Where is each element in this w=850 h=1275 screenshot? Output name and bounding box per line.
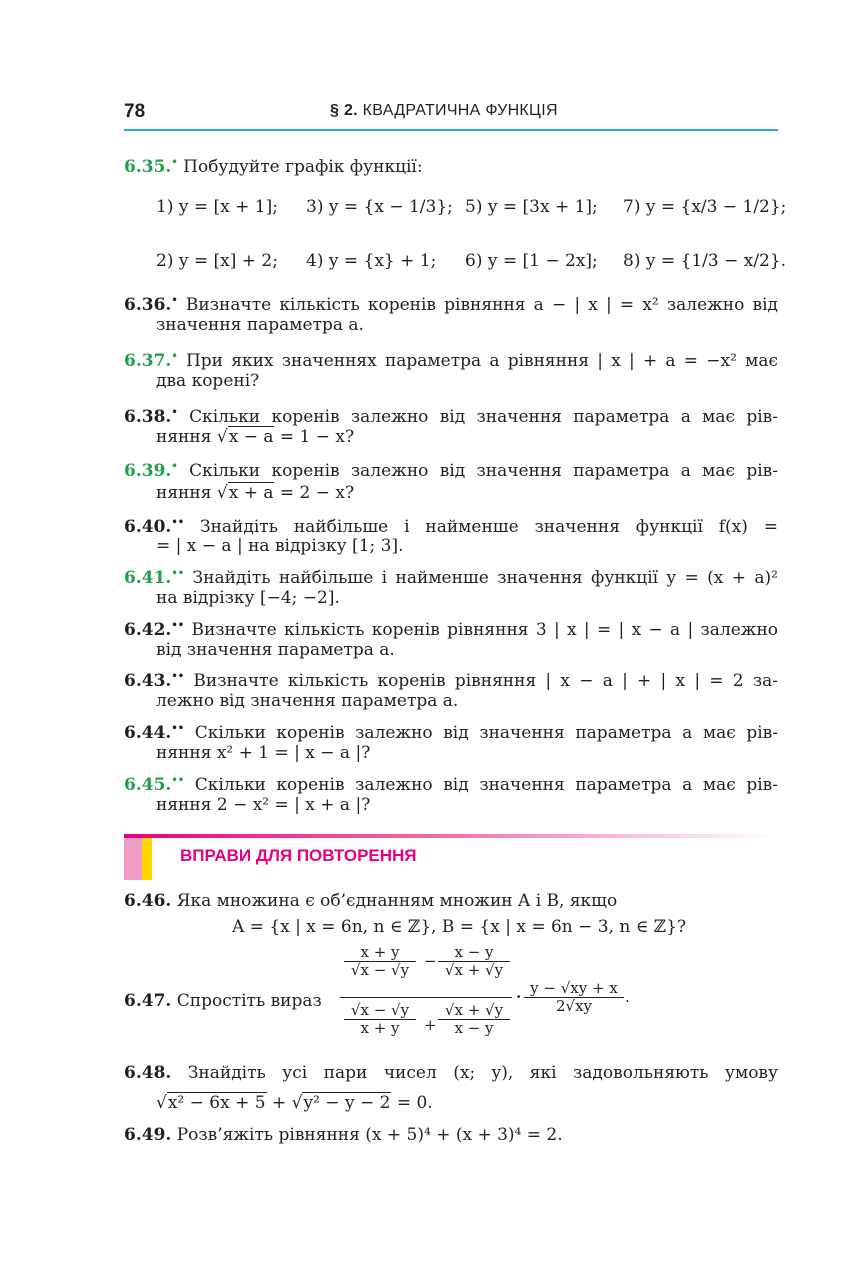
problem-text: Знайдіть найбільше і найменше значення функції y = (x + a)² bbox=[192, 568, 778, 588]
difficulty-dots: •• bbox=[171, 620, 185, 631]
difficulty-dots: • bbox=[171, 157, 178, 168]
difficulty-dots: •• bbox=[171, 723, 185, 734]
problem-6-46 bbox=[124, 890, 778, 912]
difficulty-dots: •• bbox=[171, 671, 185, 682]
denominator: 2√xy bbox=[555, 997, 593, 1015]
page-number: 78 bbox=[124, 101, 146, 122]
equation-rhs: = 0. bbox=[396, 1093, 433, 1113]
function-6: 6) y = [1 − 2x]; bbox=[465, 251, 598, 271]
problem-6-38 bbox=[124, 402, 778, 428]
difficulty-dots: •• bbox=[171, 517, 185, 528]
problem-text-cont: на відрізку [−4; −2]. bbox=[156, 588, 340, 608]
problem-6-41 bbox=[124, 563, 778, 589]
difficulty-dots: • bbox=[171, 351, 178, 362]
problem-number: 6.48. bbox=[124, 1063, 172, 1083]
function-1: 1) y = [x + 1]; bbox=[156, 197, 278, 217]
period: . bbox=[625, 988, 630, 1006]
section-title: КВАДРАТИЧНА ФУНКЦІЯ bbox=[362, 102, 558, 119]
function-3: 3) y = {x − 1/3}; bbox=[306, 197, 453, 217]
problem-text-cont: значення параметра a. bbox=[156, 315, 364, 335]
difficulty-dots: • bbox=[171, 407, 178, 418]
problem-6-39 bbox=[124, 456, 778, 482]
problem-number: 6.36. bbox=[124, 295, 172, 315]
section-header bbox=[330, 102, 558, 120]
section-mark: § 2. bbox=[330, 102, 358, 119]
problem-text: Спростіть вираз bbox=[176, 991, 322, 1011]
problem-text-cont: = | x − a | на відрізку [1; 3]. bbox=[156, 536, 404, 556]
problem-number: 6.45. bbox=[124, 775, 172, 795]
problem-text: Визначте кількість коренів рівняння | x − a | + | x | = 2 за- bbox=[193, 671, 779, 691]
radicand-2: y² − y − 2 bbox=[303, 1093, 391, 1113]
denominator: x + y bbox=[360, 1019, 400, 1037]
problem-6-49 bbox=[124, 1124, 778, 1146]
fraction-1 bbox=[344, 944, 416, 979]
problem-number: 6.37. bbox=[124, 351, 172, 371]
denominator: √x − √y bbox=[350, 961, 410, 979]
problem-text-cont: два корені? bbox=[156, 371, 260, 391]
text: няння bbox=[156, 483, 212, 503]
problem-6-45 bbox=[124, 770, 778, 796]
plus-sign: + bbox=[424, 1016, 437, 1034]
text: = 1 − x? bbox=[279, 427, 355, 447]
function-7: 7) y = {x/3 − 1/2}; bbox=[623, 197, 787, 217]
problem-6-48 bbox=[124, 1062, 778, 1084]
problem-text-cont: лежно від значення параметра a. bbox=[156, 691, 459, 711]
problem-text-cont: няння √x + a = 2 − x? bbox=[156, 483, 355, 503]
banner-accent bbox=[142, 838, 152, 880]
problem-text: Скільки коренів залежно від значення параметра a має рів- bbox=[194, 775, 778, 795]
problem-text: Скільки коренів залежно від значення параметра a має рів- bbox=[194, 723, 778, 743]
problem-number: 6.38. bbox=[124, 407, 172, 427]
problem-6-43 bbox=[124, 666, 778, 692]
problem-text-cont: няння √x − a = 1 − x? bbox=[156, 427, 355, 447]
denominator: x − y bbox=[454, 1019, 494, 1037]
numerator: x + y bbox=[344, 944, 416, 962]
problem-number: 6.39. bbox=[124, 461, 172, 481]
denominator: √x + √y bbox=[444, 961, 504, 979]
minus-sign: − bbox=[424, 952, 437, 970]
radicand-1: x² − 6x + 5 bbox=[167, 1093, 266, 1113]
problem-number: 6.46. bbox=[124, 891, 172, 911]
main-fraction-bar bbox=[340, 997, 512, 998]
sets-definition: A = {x | x = 6n, n ∈ ℤ}, B = {x | x = 6n − 3, n ∈ ℤ}? bbox=[232, 917, 687, 937]
text: = 2 − x? bbox=[279, 483, 355, 503]
problem-number: 6.35. bbox=[124, 157, 172, 177]
compound-fraction bbox=[340, 944, 640, 1056]
difficulty-dots: •• bbox=[171, 775, 185, 786]
problem-text: Скільки коренів залежно від значення параметра a має рів- bbox=[189, 461, 778, 481]
problem-6-36 bbox=[124, 290, 778, 316]
problem-text-cont: няння 2 − x² = | x + a |? bbox=[156, 795, 371, 815]
problem-6-37 bbox=[124, 346, 778, 372]
review-section-banner bbox=[124, 830, 784, 880]
difficulty-dots: •• bbox=[171, 568, 185, 579]
problem-number: 6.47. bbox=[124, 991, 172, 1011]
fraction-3 bbox=[344, 1002, 416, 1037]
banner-stripe bbox=[124, 834, 774, 838]
difficulty-dots: • bbox=[171, 461, 178, 472]
problem-text-cont: від значення параметра a. bbox=[156, 640, 395, 660]
problem-number: 6.42. bbox=[124, 620, 172, 640]
problem-text: Визначте кількість коренів рівняння a − | x | = x² залежно від bbox=[185, 295, 778, 315]
problem-number: 6.41. bbox=[124, 568, 172, 588]
function-4: 4) y = {x} + 1; bbox=[306, 251, 437, 271]
numerator: y − √xy + x bbox=[524, 980, 624, 998]
problem-text: При яких значеннях параметра a рівняння | x | + a = −x² має bbox=[185, 351, 779, 371]
difficulty-dots: • bbox=[171, 295, 178, 306]
function-2: 2) y = [x] + 2; bbox=[156, 251, 278, 271]
multiply-dot: · bbox=[516, 988, 522, 1006]
problem-6-42 bbox=[124, 615, 778, 641]
problem-text-cont: няння x² + 1 = | x − a |? bbox=[156, 743, 371, 763]
problem-text: Знайдіть найбільше і найменше значення функції f(x) = bbox=[200, 517, 779, 537]
problem-text: Розв’яжіть рівняння (x + 5)⁴ + (x + 3)⁴ = 2. bbox=[176, 1125, 563, 1145]
function-8: 8) y = {1/3 − x/2}. bbox=[623, 251, 787, 271]
numerator: √x + √y bbox=[438, 1002, 510, 1020]
numerator: √x − √y bbox=[344, 1002, 416, 1020]
problem-number: 6.40. bbox=[124, 517, 172, 537]
bottom-expression bbox=[344, 1002, 514, 1056]
fraction-4 bbox=[438, 1002, 510, 1037]
radicand: x − a bbox=[228, 427, 274, 447]
text: няння bbox=[156, 427, 212, 447]
problem-number: 6.43. bbox=[124, 671, 172, 691]
problem-number: 6.44. bbox=[124, 723, 172, 743]
radicand: x + a bbox=[228, 483, 274, 503]
problem-text: Знайдіть усі пари чисел (x; y), які задовольняють умову bbox=[187, 1063, 779, 1083]
problem-text: Визначте кількість коренів рівняння 3 | x | = | x − a | залежно bbox=[191, 620, 779, 640]
problem-number: 6.49. bbox=[124, 1125, 172, 1145]
numerator: x − y bbox=[438, 944, 510, 962]
problem-6-44 bbox=[124, 718, 778, 744]
problem-text: Побудуйте графік функції: bbox=[183, 157, 423, 177]
problem-text: Скільки коренів залежно від значення параметра a має рів- bbox=[189, 407, 778, 427]
section-heading: ВПРАВИ ДЛЯ ПОВТОРЕННЯ bbox=[180, 846, 417, 865]
fraction-2 bbox=[438, 944, 510, 979]
problem-6-35 bbox=[124, 152, 778, 178]
header-rule bbox=[124, 129, 778, 131]
condition-equation: √x² − 6x + 5 + √y² − y − 2 = 0. bbox=[156, 1093, 433, 1113]
function-5: 5) y = [3x + 1]; bbox=[465, 197, 598, 217]
fraction-5 bbox=[524, 980, 624, 1015]
problem-text: Яка множина є об’єднанням множин A і B, якщо bbox=[176, 891, 618, 911]
top-expression bbox=[344, 944, 514, 998]
